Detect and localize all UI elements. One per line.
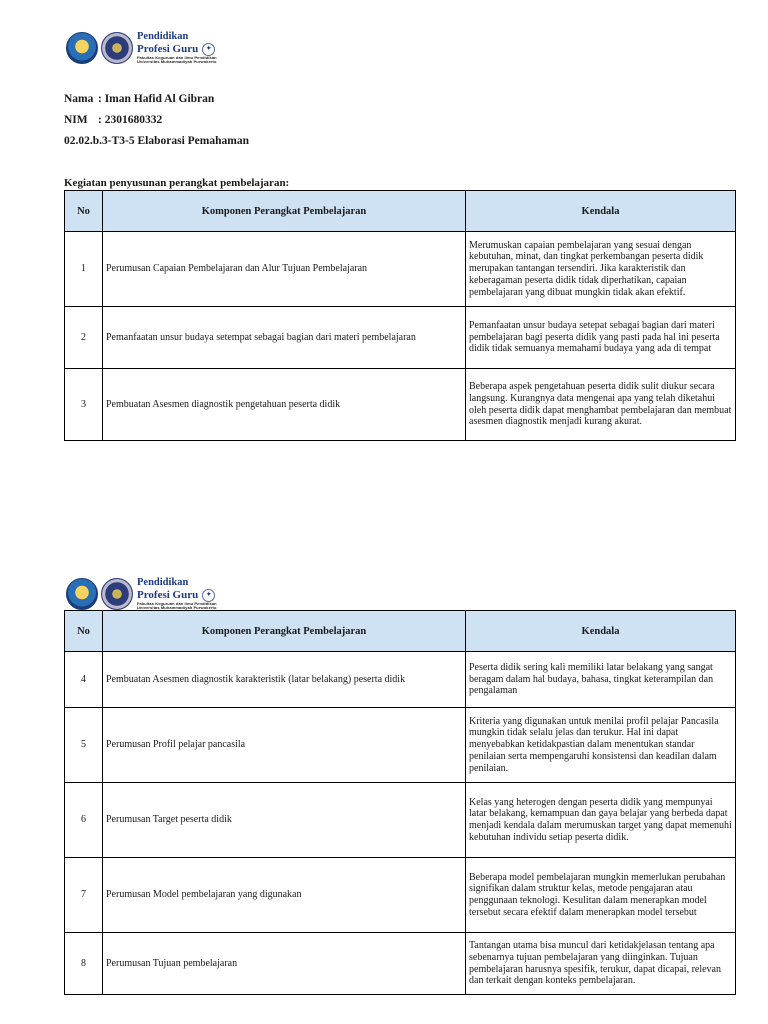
header-issue: Kendala — [466, 191, 736, 232]
row-component: Pembuatan Asesmen diagnostik pengetahuan peserta didik — [103, 369, 466, 441]
row-issue: Kelas yang heterogen dengan peserta didik yang mempunyai latar belakang, kemampuan dan gaya belajar yang berbeda dapat menjadi kendala dalam merumuskan target yang dapat memenuhi kebutuhan individu setiap peserta didik. — [466, 783, 736, 858]
table-row — [65, 933, 736, 995]
row-component: Perumusan Target peserta didik — [103, 783, 466, 858]
header-no: No — [65, 611, 103, 652]
assignment-code: 02.02.b.3-T3-5 Elaborasi Pemahaman — [64, 135, 249, 147]
logo-text — [137, 32, 217, 64]
logo-title-line2-text: Profesi Guru — [137, 42, 199, 55]
table-row — [65, 708, 736, 783]
activity-title: Kegiatan penyusunan perangkat pembelajaran: — [64, 177, 290, 189]
logo-title-line2 — [137, 589, 217, 602]
table-row — [65, 783, 736, 858]
row-component: Perumusan Capaian Pembelajaran dan Alur Tujuan Pembelajaran — [103, 232, 466, 307]
table-header-row — [65, 611, 736, 652]
row-component: Pemanfaatan unsur budaya setempat sebagai bagian dari materi pembelajaran — [103, 307, 466, 369]
header-component: Komponen Perangkat Pembelajaran — [103, 611, 466, 652]
name-value: : Iman Hafid Al Gibran — [98, 93, 215, 105]
row-no: 7 — [65, 858, 103, 933]
row-component: Perumusan Tujuan pembelajaran — [103, 933, 466, 995]
university-seal-icon — [101, 578, 133, 610]
row-component: Perumusan Model pembelajaran yang digunakan — [103, 858, 466, 933]
student-nim — [64, 114, 162, 126]
nim-value: : 2301680332 — [98, 114, 163, 126]
logo-sub-line1: Fakultas Keguruan dan Ilmu Pendidikan — [137, 54, 217, 60]
row-issue: Kriteria yang digunakan untuk menilai profil pelajar Pancasila mungkin tidak selalu jelas dan terukur. Hal ini dapat menyebabkan ketidakpastian dalam menentukan standar penilaian serta mempengaruhi konsistensi dan keadilan dalam penilaian. — [466, 708, 736, 783]
row-no: 3 — [65, 369, 103, 441]
header-component: Komponen Perangkat Pembelajaran — [103, 191, 466, 232]
ppg-logo — [66, 576, 217, 612]
table-row — [65, 858, 736, 933]
table-row — [65, 307, 736, 369]
tut-wuri-handayani-emblem-icon — [66, 578, 98, 610]
logo-title-line1: Pendidikan — [137, 577, 189, 589]
logo-title-line2-text: Profesi Guru — [137, 588, 199, 601]
student-name — [64, 93, 214, 105]
row-issue: Pemanfaatan unsur budaya setepat sebagai bagian dari materi pembelajaran bagi peserta didik yang pasti pada hal ini peserta didik tidak semuanya memahami budaya yang ada di tempat — [466, 307, 736, 369]
row-issue: Merumuskan capaian pembelajaran yang sesuai dengan kebutuhan, minat, dan tingkat perkembangan peserta didik merupakan tantangan tersendiri. Jika karakteristik dan keberagaman peserta didik tidak diperhatikan, capaian pembelajaran yang dibuat mungkin tidak akan efektif. — [466, 232, 736, 307]
logo-title-line1: Pendidikan — [137, 31, 189, 43]
row-issue: Beberapa model pembelajaran mungkin memerlukan perubahan signifikan dalam struktur kelas, metode pengajaran atau penggunaan teknologi. Kesulitan dalam menerapkan model tersebut secara efektif dalam menerapkan model tersebut — [466, 858, 736, 933]
components-table-page1 — [64, 190, 736, 441]
row-no: 8 — [65, 933, 103, 995]
row-issue: Tantangan utama bisa muncul dari ketidakjelasan tentang apa sebenarnya tujuan pembelajaran yang diinginkan. Tujuan pembelajaran harusnya spesifik, terukur, dapat dicapai, relevan dan terkait dengan konteks pembelajaran. — [466, 933, 736, 995]
row-no: 2 — [65, 307, 103, 369]
row-component: Perumusan Profil pelajar pancasila — [103, 708, 466, 783]
row-no: 4 — [65, 652, 103, 708]
components-table-page2 — [64, 610, 736, 995]
nim-label: NIM — [64, 114, 88, 126]
tut-wuri-handayani-emblem-icon — [66, 32, 98, 64]
table-row — [65, 232, 736, 307]
row-issue: Peserta didik sering kali memiliki latar belakang yang sangat beragam dalam hal budaya, bahasa, tingkat keterampilan dan pengalaman — [466, 652, 736, 708]
university-seal-icon — [101, 32, 133, 64]
table-header-row — [65, 191, 736, 232]
row-no: 6 — [65, 783, 103, 858]
name-label: Nama — [64, 93, 94, 105]
row-component: Pembuatan Asesmen diagnostik karakteristik (latar belakang) peserta didik — [103, 652, 466, 708]
logo-sub-line2: Universitas Muhammadiyah Purwokerto — [137, 58, 217, 64]
table-row — [65, 652, 736, 708]
header-issue: Kendala — [466, 611, 736, 652]
badge-icon: ✦ — [202, 43, 215, 56]
row-issue: Beberapa aspek pengetahuan peserta didik sulit diukur secara langsung. Kurangnya data mengenai apa yang telah diketahui oleh peserta didik dapat menghambat pembelajaran dan membuat asesmen diagnostik menjadi kurang akurat. — [466, 369, 736, 441]
logo-sub-line1: Fakultas Keguruan dan Ilmu Pendidikan — [137, 600, 217, 606]
logo-text — [137, 578, 217, 610]
logo-title-line2 — [137, 43, 217, 56]
ppg-logo — [66, 30, 217, 66]
row-no: 5 — [65, 708, 103, 783]
table-row — [65, 369, 736, 441]
badge-icon: ✦ — [202, 589, 215, 602]
row-no: 1 — [65, 232, 103, 307]
header-no: No — [65, 191, 103, 232]
logo-sub-line2: Universitas Muhammadiyah Purwokerto — [137, 604, 217, 610]
